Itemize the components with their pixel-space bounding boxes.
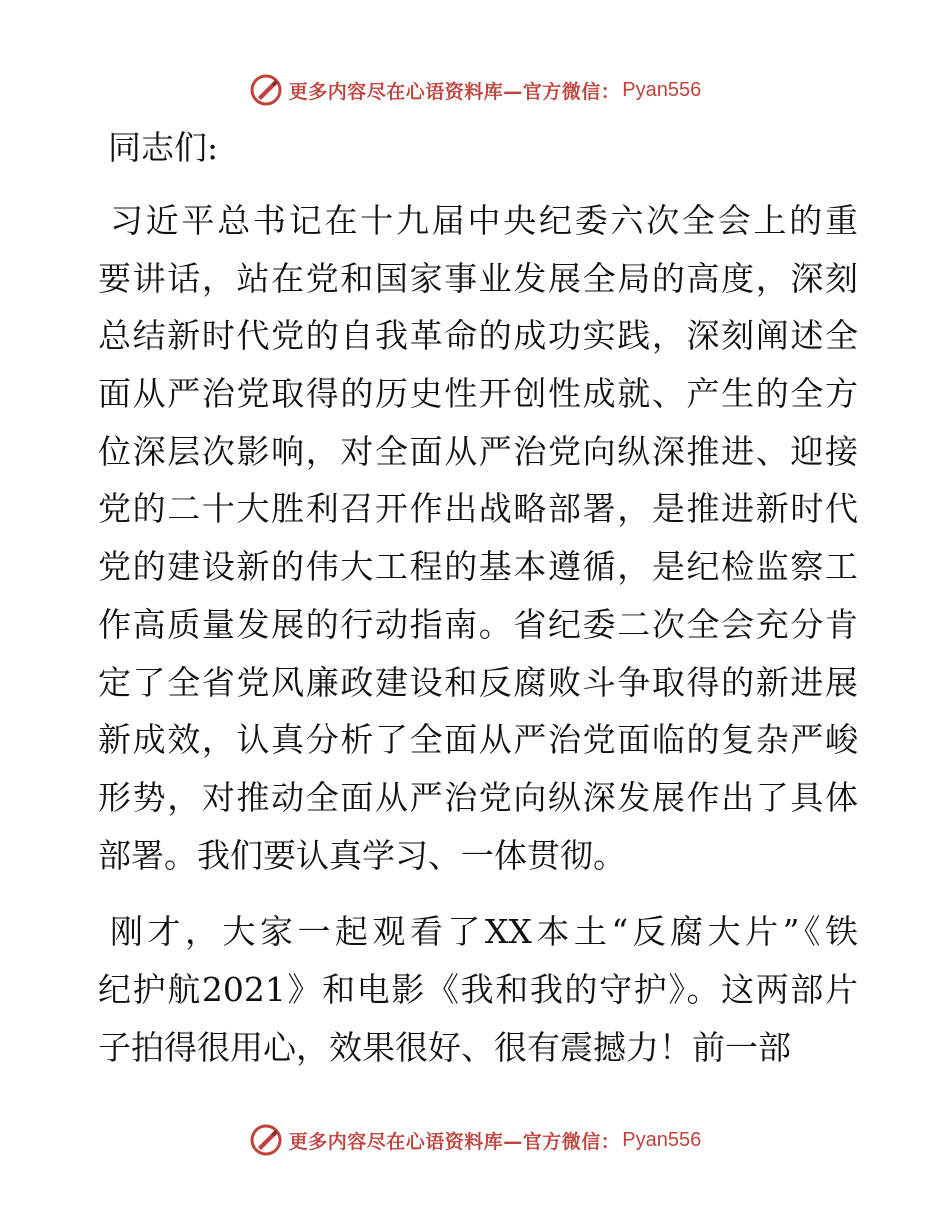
watermark-text: 更多内容尽在心语资料库—官方微信： (288, 1130, 621, 1153)
watermark-wechat-id: Pyan556 (622, 78, 702, 101)
paragraph-line: 党的二十大胜利召开作出战略部署，是推进新时代 (98, 489, 858, 529)
paragraph-line: 总结新时代党的自我革命的成功实践，深刻阐述全 (98, 316, 858, 356)
paragraph-2 (98, 903, 858, 1076)
paragraph-line: 定了全省党风廉政建设和反腐败斗争取得的新进展 (98, 662, 858, 702)
watermark-banner-bottom (0, 1120, 950, 1160)
paragraph-line: 党的建设新的伟大工程的基本遵循，是纪检监察工 (98, 547, 858, 587)
paragraph-1 (98, 192, 858, 884)
watermark-text: 更多内容尽在心语资料库—官方微信： (288, 80, 621, 103)
paragraph-line: 作高质量发展的行动指南。省纪委二次全会充分肯 (98, 604, 858, 644)
paragraph-line: 习近平总书记在十九届中央纪委六次全会上的重 (110, 201, 858, 240)
pen-logo-icon (249, 73, 283, 107)
paragraph-line: 子拍得很用心，效果很好、很有震撼力！前一部 (98, 1027, 791, 1067)
paragraph-line: 刚才，大家一起观看了XX本土“反腐大片”《铁 (110, 912, 858, 952)
pen-logo-icon (249, 1123, 283, 1157)
paragraph-line: 要讲话，站在党和国家事业发展全局的高度，深刻 (98, 258, 858, 298)
watermark-wechat-id: Pyan556 (622, 1128, 702, 1151)
paragraph-line: 部署。我们要认真学习、一体贯彻。 (98, 835, 626, 875)
salutation: 同志们: (108, 128, 219, 167)
document-body (98, 118, 858, 1076)
paragraph-line: 位深层次影响，对全面从严治党向纵深推进、迎接 (98, 431, 858, 471)
paragraph-line: 新成效，认真分析了全面从严治党面临的复杂严峻 (98, 720, 858, 760)
paragraph-line: 面从严治党取得的历史性开创性成就、产生的全方 (98, 374, 858, 414)
paragraph-line: 纪护航2021》和电影《我和我的守护》。这两部片 (98, 969, 858, 1009)
paragraph-line: 形势，对推动全面从严治党向纵深发展作出了具体 (98, 777, 858, 817)
watermark-banner-top (0, 70, 950, 110)
